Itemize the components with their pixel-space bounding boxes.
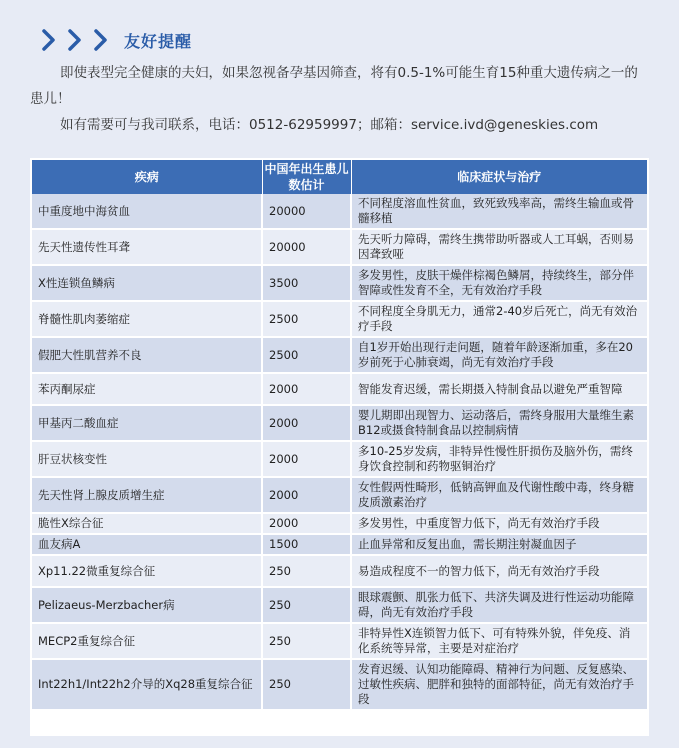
count-cell: 2500 <box>262 301 351 337</box>
disease-table-panel <box>30 158 649 736</box>
intro-text <box>30 60 650 138</box>
disease-cell: 苯丙酮尿症 <box>32 373 262 405</box>
table-row <box>32 534 647 555</box>
symptoms-cell: 眼球震颤、肌张力低下、共济失调及进行性运动功能障碍，尚无有效治疗手段 <box>351 587 647 623</box>
count-cell: 2500 <box>262 337 351 373</box>
count-cell: 2000 <box>262 405 351 441</box>
symptoms-cell: 先天听力障碍，需终生携带助听器或人工耳蜗，否则易因聋致哑 <box>351 229 647 265</box>
table-row <box>32 194 647 229</box>
disease-cell: 假肥大性肌营养不良 <box>32 337 262 373</box>
disease-cell: 血友病A <box>32 534 262 555</box>
table-row <box>32 555 647 587</box>
count-cell: 2000 <box>262 373 351 405</box>
table-row <box>32 337 647 373</box>
count-cell: 2000 <box>262 513 351 534</box>
symptoms-cell: 多发男性，皮肤干燥伴棕褐色鳞屑，持续终生，部分伴智障或性发育不全，无有效治疗手段 <box>351 265 647 301</box>
intro-contact: 如有需要可与我司联系，电话：0512-62959997；邮箱：service.ivd@geneskies.com <box>60 117 599 133</box>
table-row <box>32 441 647 477</box>
chevron-right-icon <box>64 26 86 54</box>
count-cell: 250 <box>262 623 351 659</box>
disease-cell: 肝豆状核变性 <box>32 441 262 477</box>
disease-cell: MECP2重复综合征 <box>32 623 262 659</box>
count-cell: 3500 <box>262 265 351 301</box>
count-cell: 2000 <box>262 441 351 477</box>
count-cell: 250 <box>262 587 351 623</box>
disease-table <box>32 160 647 711</box>
disease-cell: 先天性肾上腺皮质增生症 <box>32 477 262 513</box>
header-count: 中国年出生患儿数估计 <box>262 160 351 194</box>
table-row <box>32 513 647 534</box>
count-cell: 1500 <box>262 534 351 555</box>
symptoms-cell: 不同程度全身肌无力，通常2-40岁后死亡，尚无有效治疗手段 <box>351 301 647 337</box>
table-row <box>32 229 647 265</box>
section-title: 友好提醒 <box>124 31 193 51</box>
symptoms-cell: 止血异常和反复出血，需长期注射凝血因子 <box>351 534 647 555</box>
table-row <box>32 587 647 623</box>
table-row <box>32 301 647 337</box>
chevron-right-icon <box>90 26 112 54</box>
table-header-row <box>32 160 647 194</box>
count-cell: 250 <box>262 555 351 587</box>
disease-cell: Xp11.22微重复综合征 <box>32 555 262 587</box>
chevron-right-icon <box>38 26 60 54</box>
symptoms-cell: 不同程度溶血性贫血，致死致残率高，需终生输血或骨髓移植 <box>351 194 647 229</box>
symptoms-cell: 多10-25岁发病，非特异性慢性肝损伤及脑外伤，需终身饮食控制和药物驱铜治疗 <box>351 441 647 477</box>
symptoms-cell: 婴儿期即出现智力、运动落后，需终身服用大量维生素B12或摄食特制食品以控制病情 <box>351 405 647 441</box>
header-symptoms: 临床症状与治疗 <box>351 160 647 194</box>
disease-cell: X性连锁鱼鳞病 <box>32 265 262 301</box>
count-cell: 20000 <box>262 229 351 265</box>
symptoms-cell: 非特异性X连锁智力低下、可有特殊外貌，伴免疫、消化系统等异常，主要是对症治疗 <box>351 623 647 659</box>
disease-cell: 甲基丙二酸血症 <box>32 405 262 441</box>
disease-cell: Pelizaeus-Merzbacher病 <box>32 587 262 623</box>
symptoms-cell: 发育迟缓、认知功能障碍、精神行为问题、反复感染、过敏性疾病、肥胖和独特的面部特征，尚无有效治疗手段 <box>351 659 647 710</box>
section-header <box>38 26 192 54</box>
symptoms-cell: 多发男性，中重度智力低下，尚无有效治疗手段 <box>351 513 647 534</box>
symptoms-cell: 女性假两性畸形，低钠高钾血及代谢性酸中毒，终身糖皮质激素治疗 <box>351 477 647 513</box>
table-row <box>32 405 647 441</box>
count-cell: 250 <box>262 659 351 710</box>
symptoms-cell: 自1岁开始出现行走问题，随着年龄逐渐加重，多在20岁前死于心肺衰竭，尚无有效治疗手段 <box>351 337 647 373</box>
symptoms-cell: 易造成程度不一的智力低下，尚无有效治疗手段 <box>351 555 647 587</box>
disease-cell: 中重度地中海贫血 <box>32 194 262 229</box>
header-disease: 疾病 <box>32 160 262 194</box>
disease-cell: 脊髓性肌肉萎缩症 <box>32 301 262 337</box>
disease-cell: Int22h1/Int22h2介导的Xq28重复综合征 <box>32 659 262 710</box>
count-cell: 20000 <box>262 194 351 229</box>
table-row <box>32 265 647 301</box>
symptoms-cell: 智能发育迟缓，需长期摄入特制食品以避免严重智障 <box>351 373 647 405</box>
table-row <box>32 477 647 513</box>
count-cell: 2000 <box>262 477 351 513</box>
intro-warning: 即使表型完全健康的夫妇，如果忽视备孕基因筛查，将有0.5-1%可能生育15种重大遗传病之一的患儿！ <box>30 65 638 107</box>
table-row <box>32 623 647 659</box>
table-row <box>32 373 647 405</box>
table-row <box>32 659 647 710</box>
disease-cell: 脆性X综合征 <box>32 513 262 534</box>
disease-cell: 先天性遗传性耳聋 <box>32 229 262 265</box>
